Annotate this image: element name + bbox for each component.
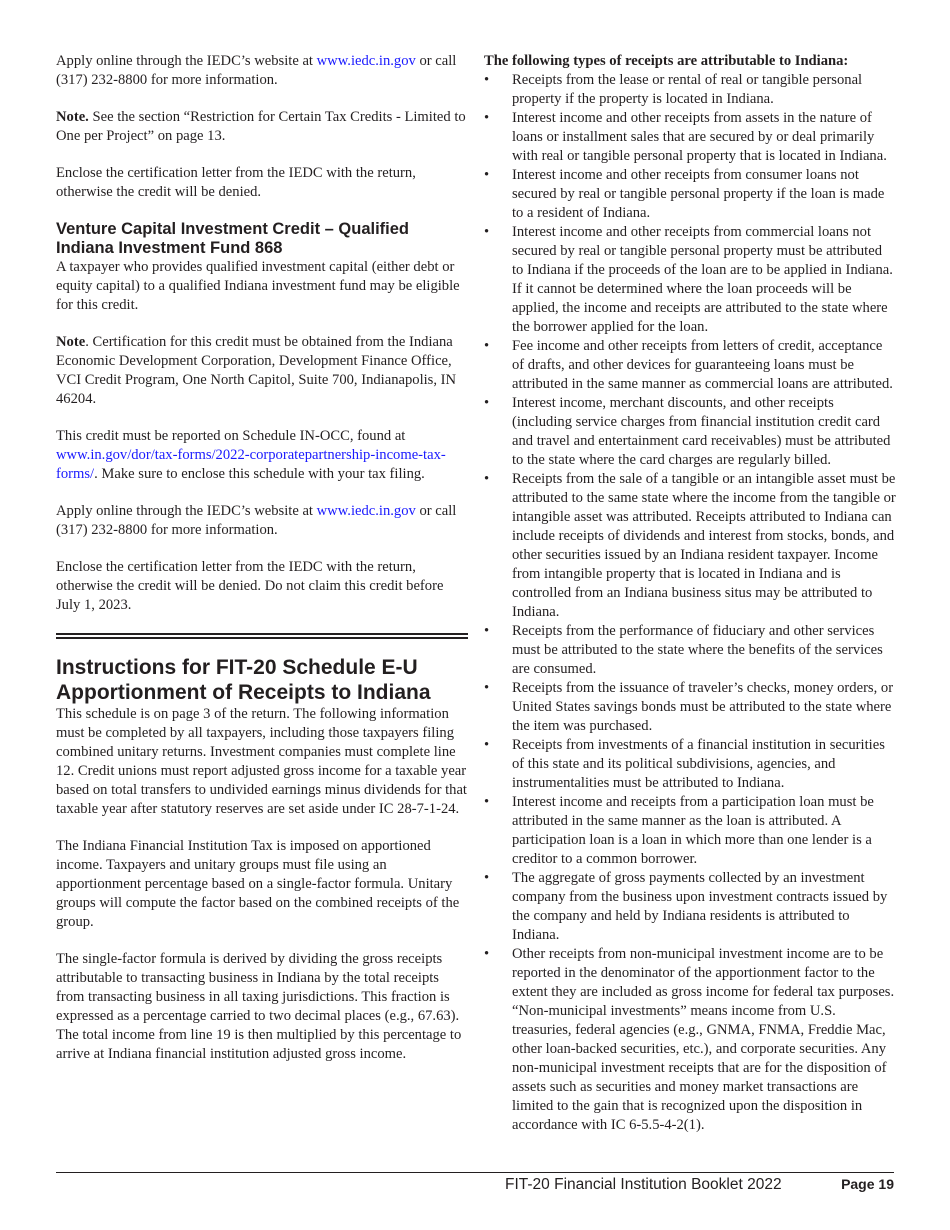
footer-rule [56, 1172, 894, 1173]
note-text: . Certification for this credit must be obtained from the Indiana Economic Development Corporation, Development Finance Office, VCI Credit Program, One North Capitol, Suite 700, Indianapolis, IN 46204. [56, 334, 457, 407]
list-item: • Interest income and other receipts from consumer loans not secured by real or tangible personal property if the loan is made to a resident of Indiana. [484, 166, 896, 223]
right-column [484, 52, 896, 1135]
list-item: • Interest income, merchant discounts, and other receipts (including service charges from financial institution credit card and travel and entertainment card receivables) must be attributed to the state where the card charges are regularly billed. [484, 394, 896, 470]
enclose-paragraph-1: Enclose the certification letter from the IEDC with the return, otherwise the credit will be denied. [56, 165, 416, 200]
list-item: • Other receipts from non-municipal investment income are to be reported in the denominator of the apportionment factor to the extent they are included as gross income for federal tax purposes. “Non-municipal investments” means income from U.S. treasuries, federal agencies (e.g., GNMA, FNMA, Freddie Mac, other loan-backed securities, etc.), and corporate securities. Any non-municipal investment receipts that are for the disposition of assets such as securities and money market transactions are limited to the gain that is recognized upon the disposition in accordance with IC 6-5.5-4-2(1). [484, 945, 896, 1135]
apply-text: Apply online through the IEDC’s website at [56, 503, 317, 519]
apply-paragraph-1 [56, 52, 468, 90]
list-item: • Interest income and receipts from a participation loan must be attributed in the same manner as the loan is attributed. A participation loan is a loan in which more than one lender is a creditor to a common borrower. [484, 793, 896, 869]
list-item: • Receipts from the lease or rental of real or tangible personal property if the property is located in Indiana. [484, 71, 896, 109]
list-item: • Interest income and other receipts from assets in the nature of loans or installment sales that are secured by or deal primarily with real or tangible personal property that is located in Indiana. [484, 109, 896, 166]
instructions-paragraph-1: This schedule is on page 3 of the return. The following information must be completed by all taxpayers, including those taxpayers filing combined unitary returns. Investment companies must complete line 12. Credit unions must report adjusted gross income for a taxable year based on total transfers to undivided earnings minus dividends for that taxable year after statutory reserves are set aside under IC 28-7-1-24. [56, 706, 467, 817]
report-text-tail: . Make sure to enclose this schedule with your tax filing. [94, 466, 425, 482]
list-item: • Interest income and other receipts from commercial loans not secured by real or tangible personal property must be attributed to Indiana if the proceeds of the loan are to be applied in Indiana. If it cannot be determined where the loan proceeds will be applied, the income and receipts are attributed to the state where the borrower applied for the loan. [484, 223, 896, 337]
report-text: This credit must be reported on Schedule IN-OCC, found at [56, 428, 406, 444]
apply-paragraph-2 [56, 502, 468, 540]
note-paragraph-2 [56, 333, 468, 409]
list-item: • Receipts from the sale of a tangible or an intangible asset must be attributed to the same state where the income from the tangible or intangible asset was attributed. Receipts attributed to Indiana can include receipts of dividends and interest from stocks, bonds, and other securities issued by an Indiana resident taxpayer. Income from intangible property that is located in Indiana and is controlled from an Indiana business situs may be attributed to Indiana. [484, 470, 896, 622]
receipts-list [484, 71, 896, 1135]
tax-forms-link[interactable]: www.in.gov/dor/tax-forms/2022-corporatepartnership-income-tax-forms/ [56, 447, 446, 482]
iedc-link-2[interactable]: www.iedc.in.gov [316, 503, 416, 519]
note-label: Note. [56, 109, 89, 125]
report-paragraph [56, 427, 468, 484]
enclose-paragraph-2: Enclose the certification letter from the IEDC with the return, otherwise the credit will be denied. Do not claim this credit before July 1, 2023. [56, 559, 444, 613]
iedc-link-1[interactable]: www.iedc.in.gov [316, 53, 416, 69]
left-column [56, 52, 468, 1064]
apply-text-tail: or call (317) 232-8800 for more information. [56, 53, 457, 88]
section-divider [56, 633, 468, 639]
note-text: See the section “Restriction for Certain Tax Credits - Limited to One per Project” on page 13. [56, 109, 466, 144]
note-paragraph-1 [56, 108, 468, 146]
note-label: Note [56, 334, 86, 350]
apply-text: Apply online through the IEDC’s website at [56, 53, 317, 69]
list-item: • Fee income and other receipts from letters of credit, acceptance of drafts, and other devices for guaranteeing loans must be attributed in the same manner as commercial loans are attributed. [484, 337, 896, 394]
venture-capital-paragraph: A taxpayer who provides qualified investment capital (either debt or equity capital) to a qualified Indiana investment fund may be eligible for this credit. [56, 259, 460, 313]
list-item: • Receipts from investments of a financial institution in securities of this state and its political subdivisions, agencies, and instrumentalities must be attributed to Indiana. [484, 736, 896, 793]
apply-text-tail: or call (317) 232-8800 for more information. [56, 503, 457, 538]
venture-capital-heading: Venture Capital Investment Credit – Qualified Indiana Investment Fund 868 [56, 220, 410, 257]
page-number: Page 19 [841, 1176, 894, 1192]
receipts-intro: The following types of receipts are attributable to Indiana: [484, 53, 849, 69]
footer-title: FIT-20 Financial Institution Booklet 2022 [505, 1176, 782, 1193]
list-item: • The aggregate of gross payments collected by an investment company from the business upon investment contracts issued by the company and held by Indiana residents is attributed to Indiana. [484, 869, 896, 945]
list-item: • Receipts from the issuance of traveler’s checks, money orders, or United States savings bonds must be attributed to the state where the item was purchased. [484, 679, 896, 736]
instructions-paragraph-2: The Indiana Financial Institution Tax is imposed on apportioned income. Taxpayers and unitary groups must file using an apportionment percentage based on a single-factor formula. Unitary groups will compute the factor based on the combined receipts of the group. [56, 838, 460, 930]
instructions-paragraph-3: The single-factor formula is derived by dividing the gross receipts attributable to transacting business in Indiana by the total receipts from transacting business in all taxing jurisdictions. This fraction is expressed as a percentage carried to two decimal places (e.g., 67.63). The total income from line 19 is then multiplied by this percentage to arrive at Indiana financial institution adjusted gross income. [56, 951, 462, 1062]
instructions-heading: Instructions for FIT-20 Schedule E-U Apportionment of Receipts to Indiana [56, 656, 431, 704]
list-item: • Receipts from the performance of fiduciary and other services must be attributed to the state where the benefits of the services are consumed. [484, 622, 896, 679]
